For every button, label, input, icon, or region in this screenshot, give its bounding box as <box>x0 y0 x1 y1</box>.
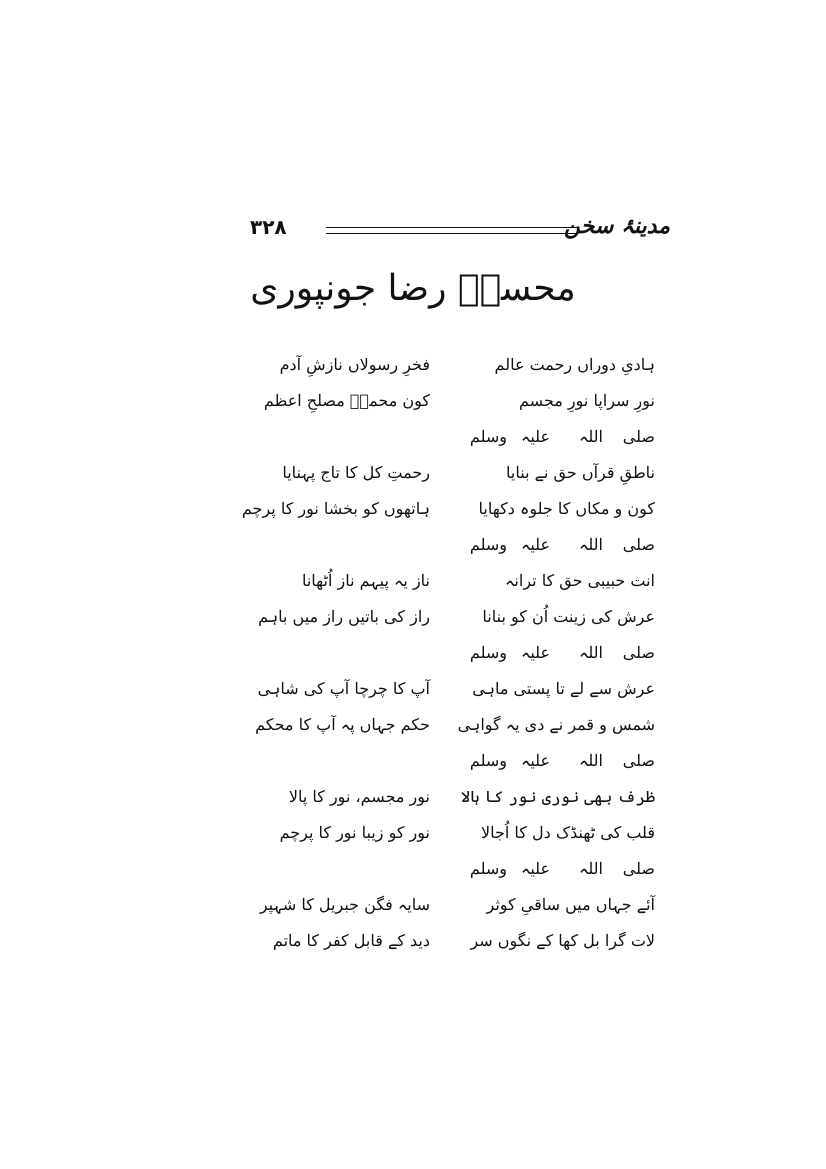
refrain-word: علیہ <box>520 427 550 446</box>
refrain-word: وسلم <box>469 427 507 446</box>
verse-line <box>241 499 655 535</box>
verse-first-half: ناطقِ قرآں حق نے بنایا <box>506 463 655 482</box>
poet-name: محسنؔ رضا جونپوری <box>250 268 576 309</box>
header-rule-bottom <box>326 233 578 234</box>
verse-line <box>255 607 655 643</box>
poem <box>241 355 655 967</box>
refrain-word: صلی <box>622 859 655 878</box>
refrain-line <box>255 859 655 895</box>
verse-line <box>255 787 655 823</box>
page-number: ۳۲۸ <box>250 215 287 239</box>
verse-first-half: ہادیِ دوراں رحمت عالم <box>494 355 655 374</box>
verse-line <box>255 715 655 751</box>
verse-line <box>255 679 655 715</box>
refrain-word: علیہ <box>520 859 550 878</box>
verse-line <box>255 463 655 499</box>
page-header <box>250 215 670 245</box>
refrain-word: اللہ <box>579 751 603 770</box>
verse-second-half: آپ کا چرچا آپ کی شاہی <box>257 679 430 698</box>
refrain-word: صلی <box>622 751 655 770</box>
verse-line <box>255 391 655 427</box>
verse-second-half: کون محمدؐ مصلحِ اعظم <box>263 391 430 410</box>
verse-first-half: انت حبیبی حق کا ترانہ <box>505 571 655 590</box>
refrain-word: اللہ <box>579 643 603 662</box>
refrain-word: علیہ <box>520 643 550 662</box>
verse-first-half: ظرف بھی نوری نور کا ہالا <box>460 787 655 806</box>
refrain-word: علیہ <box>520 751 550 770</box>
refrain-word: صلی <box>622 427 655 446</box>
refrain-word: وسلم <box>469 643 507 662</box>
refrain-word: وسلم <box>469 535 507 554</box>
refrain-word: صلی <box>622 535 655 554</box>
verse-second-half: فخرِ رسولاں نازشِ آدم <box>279 355 430 374</box>
refrain-word: صلی <box>622 643 655 662</box>
verse-line <box>255 931 655 967</box>
verse-second-half: ہاتھوں کو بخشا نور کا پرچم <box>241 499 430 518</box>
verse-first-half: لات گرا بل کھا کے نگوں سر <box>470 931 655 950</box>
verse-first-half: آئے جہاں میں ساقیِ کوثر <box>486 895 655 914</box>
verse-second-half: نور مجسم، نور کا پالا <box>288 787 430 806</box>
verse-first-half: قلب کی ٹھنڈک دل کا اُجالا <box>481 823 655 842</box>
verse-line <box>255 355 655 391</box>
refrain-word: وسلم <box>469 859 507 878</box>
refrain-word: علیہ <box>520 535 550 554</box>
book-title: مدینۂ سخن <box>563 213 670 239</box>
verse-first-half: عرش کی زینت اُن کو بنانا <box>482 607 655 626</box>
verse-second-half: ناز یہ پیہم ناز اُٹھانا <box>301 571 430 590</box>
verse-second-half: نور کو زیبا نور کا پرچم <box>279 823 430 842</box>
verse-second-half: رحمتِ کل کا تاج پہنایا <box>282 463 430 482</box>
refrain-line <box>255 427 655 463</box>
refrain-word: اللہ <box>579 859 603 878</box>
verse-second-half: سایہ فگن جبریل کا شہپر <box>259 895 430 914</box>
verse-first-half: عرش سے لے تا پستی ماہی <box>472 679 655 698</box>
refrain-line <box>255 535 655 571</box>
verse-line <box>255 895 655 931</box>
header-rule-top <box>326 227 578 228</box>
verse-second-half: راز کی باتیں راز میں باہم <box>258 607 430 626</box>
verse-first-half: کون و مکاں کا جلوہ دکھایا <box>478 499 655 518</box>
refrain-line <box>255 751 655 787</box>
verse-first-half: شمس و قمر نے دی یہ گواہی <box>457 715 655 734</box>
verse-second-half: دید کے قابل کفر کا ماتم <box>272 931 430 950</box>
verse-first-half: نورِ سراپا نورِ مجسم <box>519 391 655 410</box>
verse-line <box>255 823 655 859</box>
verse-second-half: حکم جہاں پہ آپ کا محکم <box>255 715 430 734</box>
refrain-line <box>255 643 655 679</box>
refrain-word: اللہ <box>579 427 603 446</box>
refrain-word: وسلم <box>469 751 507 770</box>
verse-line <box>255 571 655 607</box>
refrain-word: اللہ <box>579 535 603 554</box>
